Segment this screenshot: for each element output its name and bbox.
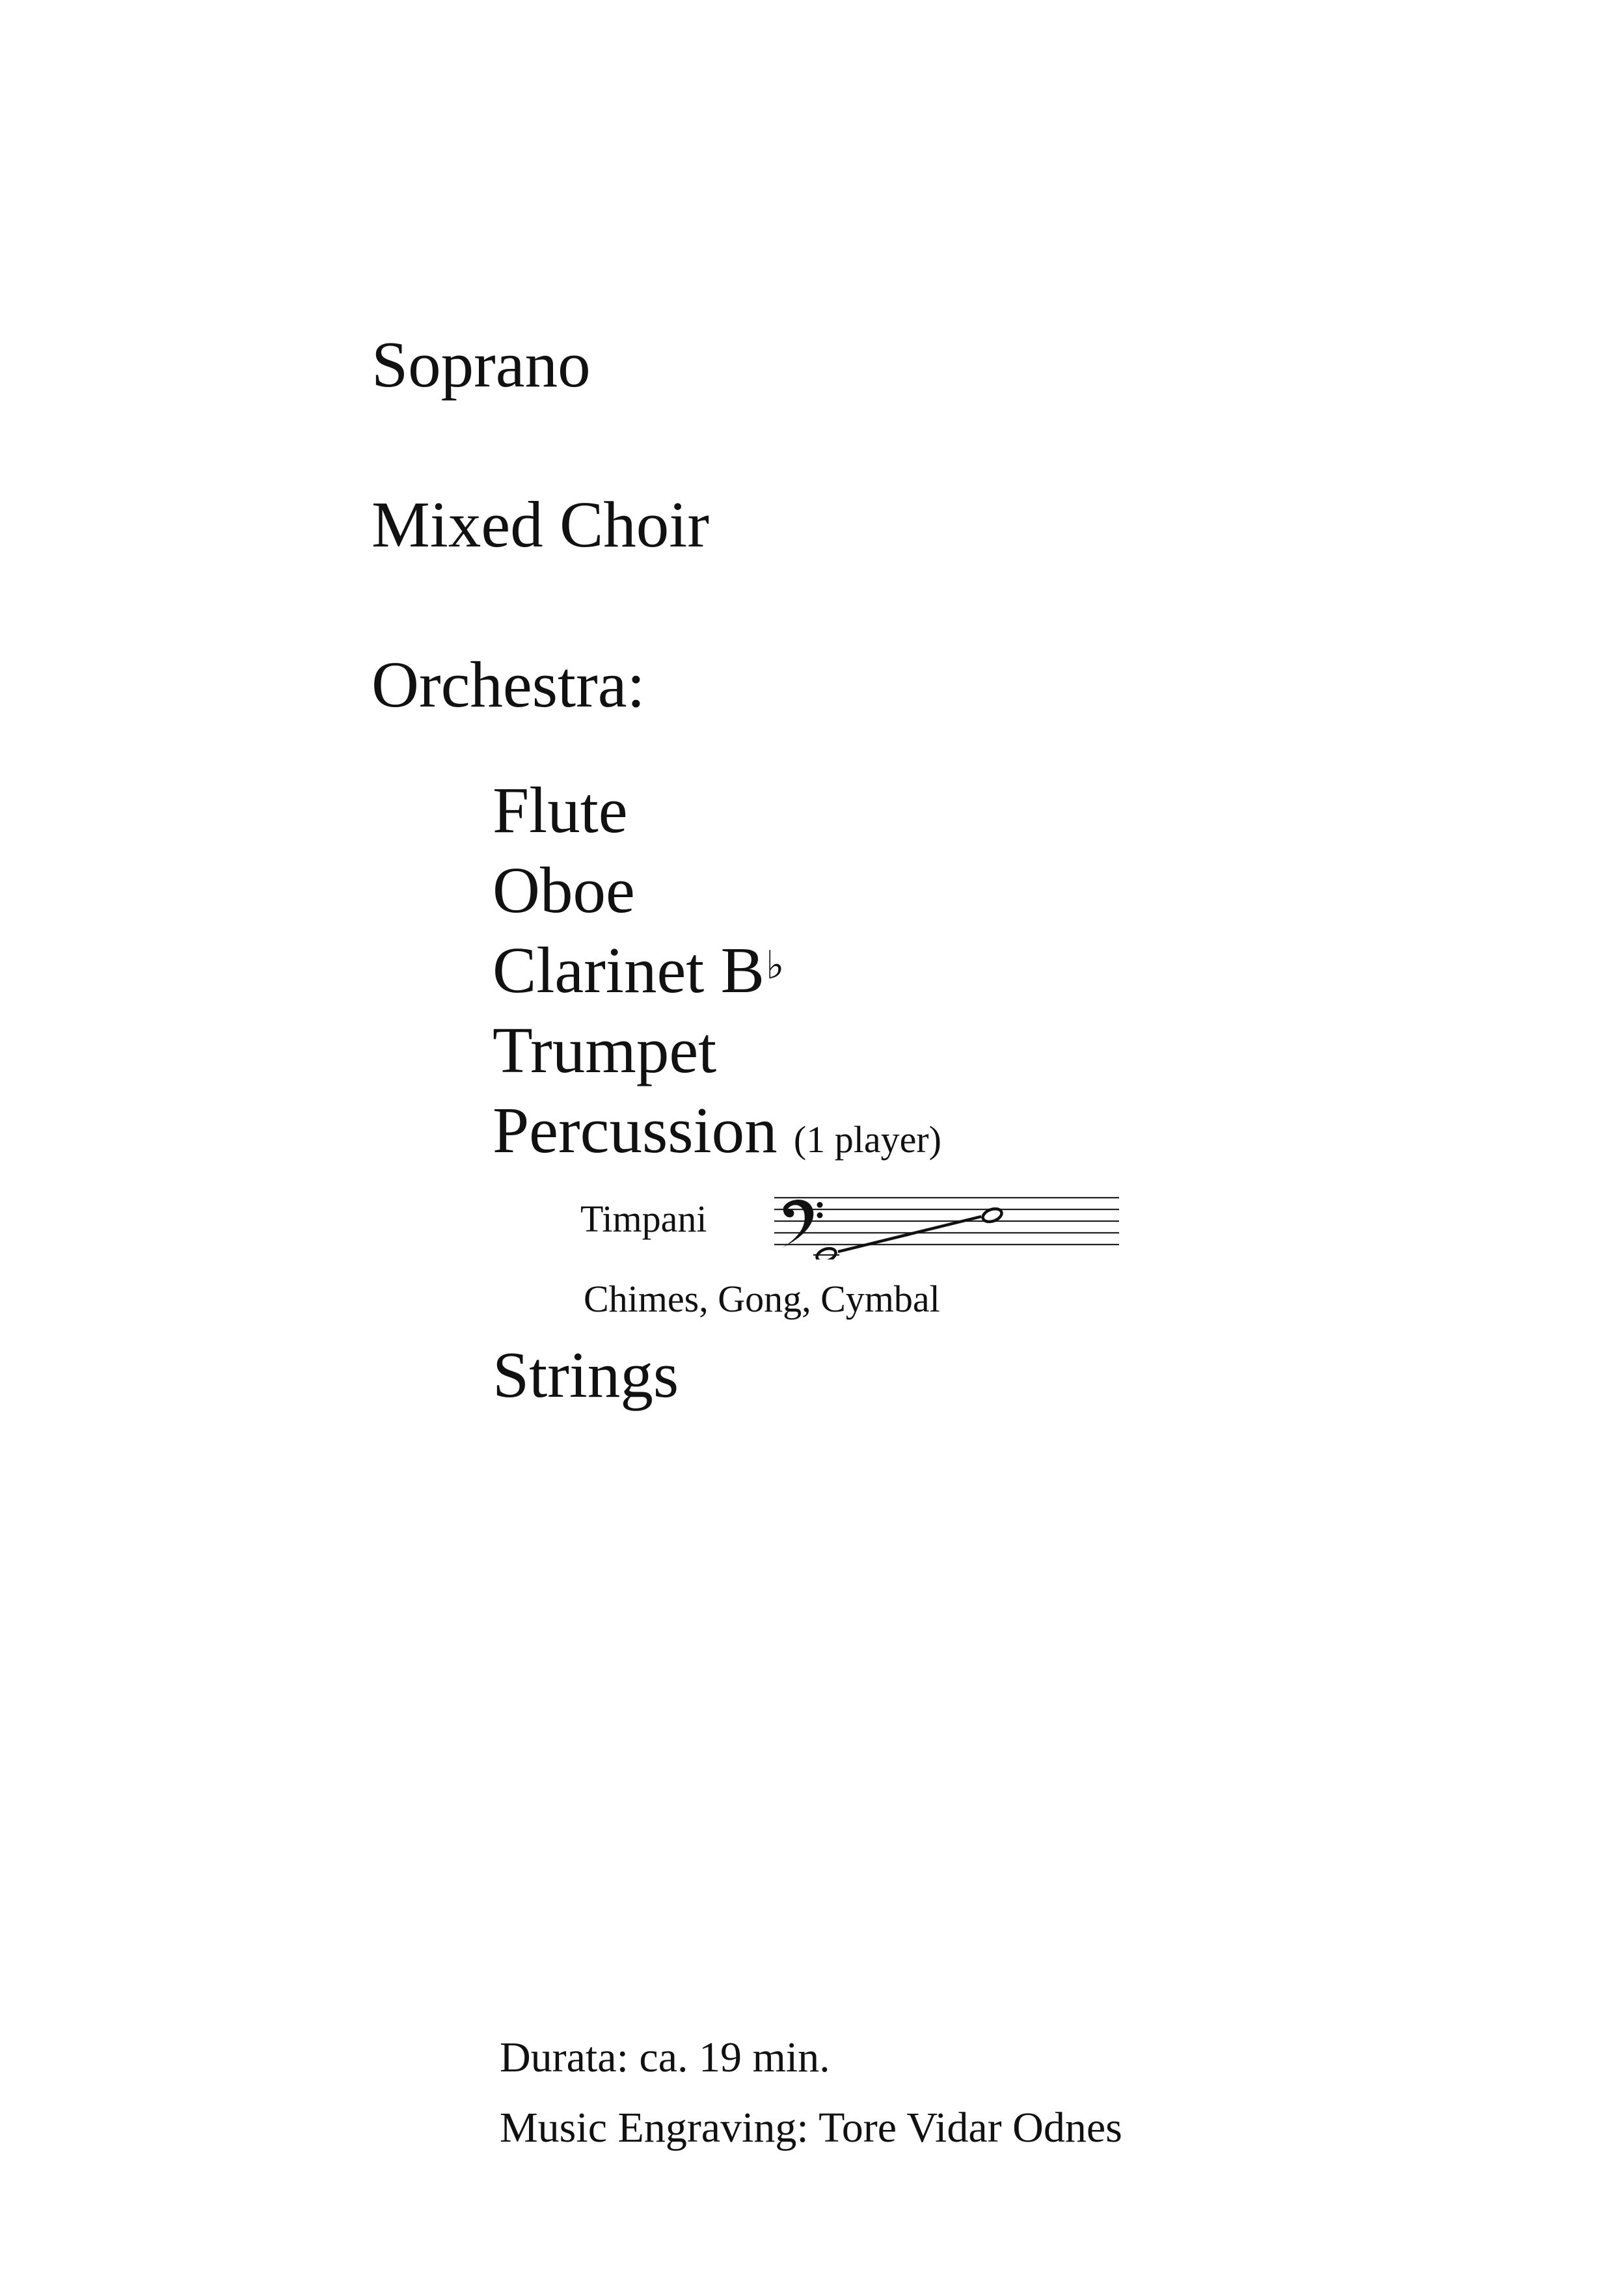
instrument-flute: Flute (493, 774, 628, 846)
orchestra-heading: Orchestra: (372, 648, 645, 721)
percussion-player-count: (1 player) (793, 1118, 941, 1161)
instrument-clarinet (493, 934, 785, 1006)
engraving-credit: Music Engraving: Tore Vidar Odnes (500, 2104, 1122, 2151)
bass-clef-icon (782, 1200, 823, 1248)
instrument-trumpet: Trumpet (493, 1014, 717, 1086)
clarinet-label: Clarinet B (493, 934, 765, 1006)
low-note-icon (815, 1246, 837, 1260)
flat-icon: ♭ (765, 943, 785, 988)
percussion-timpani: Timpani (580, 1198, 707, 1240)
duration-note: Durata: ca. 19 min. (500, 2034, 830, 2081)
timpani-range-staff (774, 1188, 1119, 1260)
voice-mixed-choir: Mixed Choir (372, 488, 710, 561)
voice-soprano: Soprano (372, 328, 591, 401)
percussion-other-instruments: Chimes, Gong, Cymbal (584, 1278, 940, 1320)
instrument-percussion (493, 1094, 941, 1166)
instrument-oboe: Oboe (493, 854, 635, 926)
percussion-label: Percussion (493, 1094, 778, 1166)
instrument-strings: Strings (493, 1338, 679, 1411)
